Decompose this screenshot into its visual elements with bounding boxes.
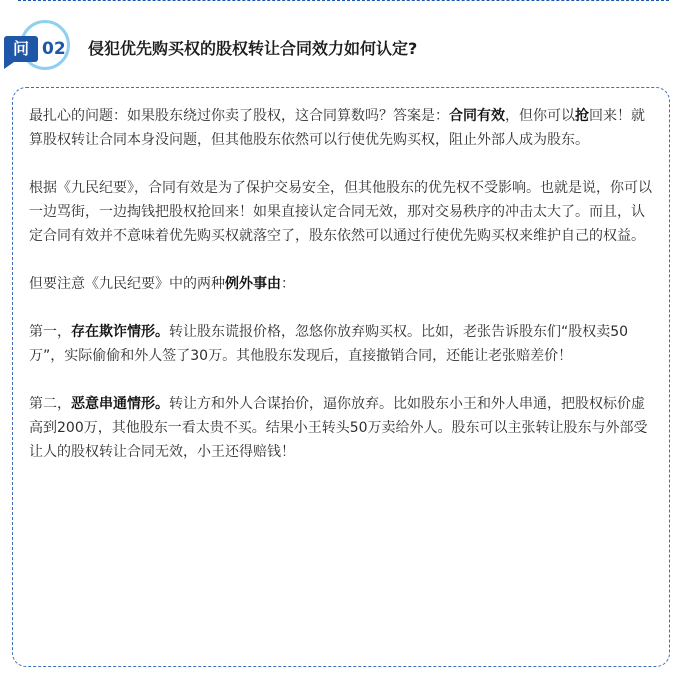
paragraph-5 <box>29 392 655 464</box>
paragraph-1-text: 回来！就算股权转让合同本身没问题，但其他股东依然可以行使优先购买权，阻止外部人成为股东。 <box>29 108 645 148</box>
paragraph-2: 根据《九民纪要》，合同有效是为了保护交易安全，但其他股东的优先权不受影响。也就是说，你可以一边骂街，一边掏钱把股权抢回来！如果直接认定合同无效，那对交易秩序的冲击太大了。而且，认定合同有效并不意味着优先购买权就落空了，股东依然可以通过行使优先购买权来维护自己的权益。 <box>29 180 652 244</box>
question-title: 侵犯优先购买权的股权转让合同效力如何认定? <box>88 39 418 58</box>
paragraph-1 <box>29 104 655 152</box>
paragraph-4-text: 第一， <box>29 324 71 340</box>
paragraph-4-text: 转让股东谎报价格，忽悠你放弃购买权。比如，老张告诉股东们“股权卖50万”，实际偷偷和外人签了30万。其他股东发现后，直接撤销合同，还能让老张赔差价！ <box>29 324 629 364</box>
top-dashed-divider <box>18 0 669 1</box>
paragraph-3-text: ： <box>281 276 295 292</box>
paragraph-1-text: 最扎心的问题：如果股东绕过你卖了股权，这合同算数吗？答案是： <box>29 108 449 124</box>
paragraph-5-highlight: 恶意串通情形。 <box>71 396 169 412</box>
paragraph-4-highlight: 存在欺诈情形。 <box>71 324 169 340</box>
paragraph-4 <box>29 320 655 368</box>
paragraph-3-highlight: 例外事由 <box>225 276 281 292</box>
paragraph-1-highlight: 合同有效 <box>449 108 505 124</box>
paragraph-5-text: 转让方和外人合谋抬价，逼你放弃。比如股东小王和外人串通，把股权标价虚高到200万，其他股东一看太贵不买。结果小王转头50万卖给外人。股东可以主张转让股东与外部受让人的股权转让合同无效，小王还得赔钱！ <box>29 396 648 460</box>
paragraph-5-text: 第二， <box>29 396 71 412</box>
paragraph-3 <box>29 272 655 296</box>
paragraph-1-text: ，但你可以 <box>505 108 575 124</box>
question-header <box>4 20 664 78</box>
question-tag: 问 <box>4 36 38 62</box>
paragraph-3-text: 但要注意《九民纪要》中的两种 <box>29 276 225 292</box>
answer-content <box>29 104 655 464</box>
answer-card <box>12 87 670 667</box>
question-number: 02 <box>42 39 66 59</box>
question-badge <box>4 20 74 74</box>
paragraph-1-highlight: 抢 <box>575 108 589 124</box>
